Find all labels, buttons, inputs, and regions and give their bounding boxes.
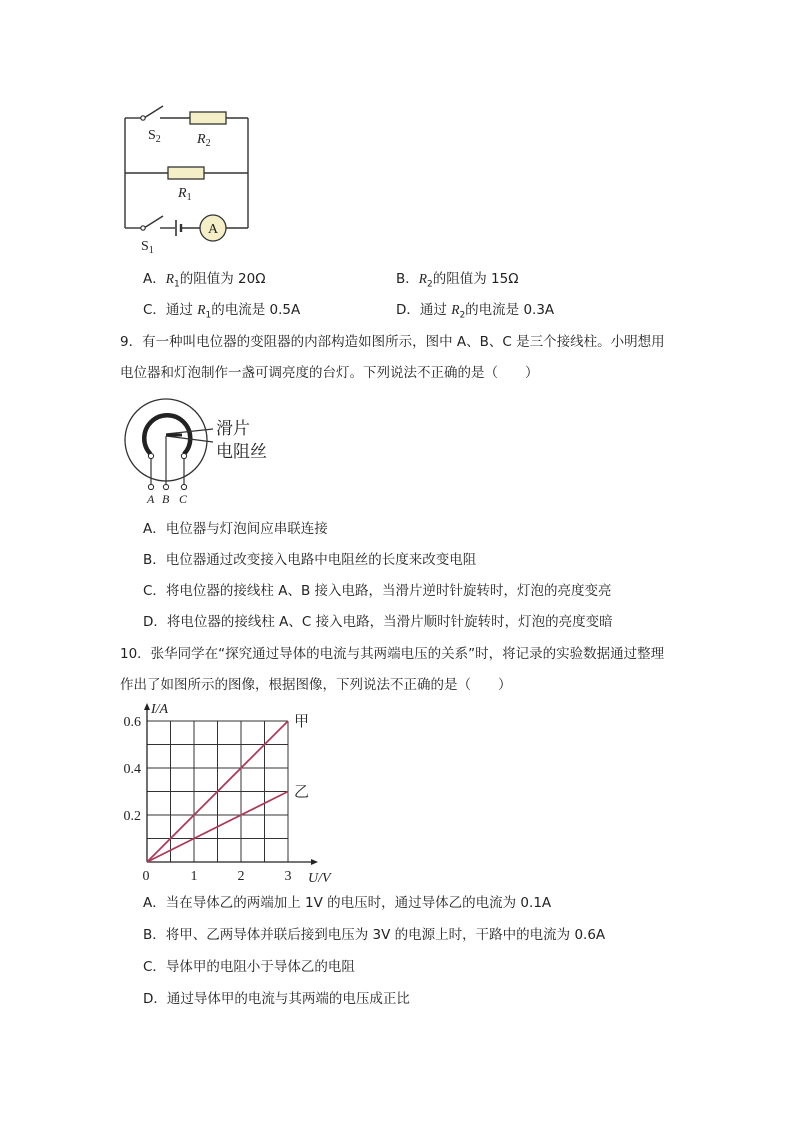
terminal-c-label: C <box>179 492 188 506</box>
resistance-wire-label: 电阻丝 <box>216 442 267 462</box>
q9-option-b: B．电位器通过改变接入电路中电阻丝的长度来改变电阻 <box>143 552 477 568</box>
s2-subscript: 2 <box>155 134 161 145</box>
q8-option-c: C．通过 $R_1$的电流是 0.5A <box>143 302 301 321</box>
q10-option-d: D．通过导体甲的电流与其两端的电压成正比 <box>143 991 410 1007</box>
q10-stem-line2: 作出了如图所示的图像，根据图像，下列说法不正确的是（ ） <box>120 677 512 693</box>
q8-option-a: A．$R_1$的阻值为 20Ω <box>143 271 266 290</box>
x-axis-arrow <box>311 859 318 865</box>
slider-label: 滑片 <box>216 419 250 439</box>
q9-option-a: A．电位器与灯泡间应串联连接 <box>143 521 328 537</box>
x-tick-label: 3 <box>284 869 292 884</box>
q8-option-d: D．通过 $R_2$的电流是 0.3A <box>396 302 555 321</box>
series-label-yi: 乙 <box>294 782 310 801</box>
resistor-r1 <box>168 167 204 179</box>
q9-option-d: D．将电位器的接线柱 A、C 接入电路，当滑片顺时针旋转时，灯泡的亮度变暗 <box>143 614 613 630</box>
battery-icon <box>176 220 181 236</box>
switch-s2-contact <box>141 116 145 120</box>
x-tick-label: 2 <box>237 869 245 884</box>
q8-option-b: B．$R_2$的阻值为 15Ω <box>396 271 519 290</box>
terminal-b-label: B <box>162 492 170 506</box>
potentiometer-diagram <box>120 396 290 508</box>
q9-stem-line2: 电位器和灯泡制作一盏可调亮度的台灯。下列说法不正确的是（ ） <box>120 365 539 381</box>
r2-label: R <box>197 132 206 147</box>
x-tick-label: 1 <box>190 869 198 884</box>
r2-subscript: 2 <box>205 138 211 149</box>
s2-label: S <box>148 128 156 143</box>
ammeter-label: A <box>207 222 219 237</box>
r1-subscript: 1 <box>186 192 192 203</box>
switch-s1-contact <box>141 226 145 230</box>
s1-subscript: 1 <box>148 245 154 256</box>
svg-text:S1 <box>141 239 154 256</box>
y-tick-label: 0.4 <box>123 762 141 777</box>
circuit-diagram <box>115 98 265 258</box>
svg-text:R2 <box>196 132 211 149</box>
terminal-a-contact <box>148 484 153 489</box>
terminal-b-contact <box>163 484 168 489</box>
q10-stem-line1: 10．张华同学在“探究通过导体的电流与其两端电压的关系”时，将记录的实验数据通过整理 <box>120 646 665 662</box>
q10-option-b: B．将甲、乙两导体并联后接到电压为 3V 的电源上时，干路中的电流为 0.6A <box>143 927 606 943</box>
terminal-a-label: A <box>147 492 155 506</box>
q10-option-c: C．导体甲的电阻小于导体乙的电阻 <box>143 959 355 975</box>
y-axis-arrow <box>144 703 150 710</box>
q10-option-a: A．当在导体乙的两端加上 1V 的电压时，通过导体乙的电流为 0.1A <box>143 895 552 911</box>
q9-stem-line1: 9．有一种叫电位器的变阻器的内部构造如图所示，图中 A、B、C 是三个接线柱。小明想用 <box>120 334 665 350</box>
s1-label: S <box>141 239 149 254</box>
svg-text:S2 <box>148 128 161 145</box>
r1-label: R <box>178 186 187 201</box>
q9-option-c: C．将电位器的接线柱 A、B 接入电路，当滑片逆时针旋转时，灯泡的亮度变亮 <box>143 583 612 599</box>
resistor-r2 <box>190 112 226 124</box>
y-tick-label: 0.6 <box>123 715 141 730</box>
iv-graph <box>112 700 342 890</box>
y-tick-label: 0.2 <box>123 809 141 824</box>
terminal-c-contact <box>181 484 186 489</box>
x-axis-label: U/V <box>308 871 331 886</box>
svg-text:R1 <box>177 186 192 203</box>
y-axis-label: I/A <box>151 702 169 717</box>
series-label-jia: 甲 <box>294 712 310 730</box>
origin-label: 0 <box>142 869 150 884</box>
